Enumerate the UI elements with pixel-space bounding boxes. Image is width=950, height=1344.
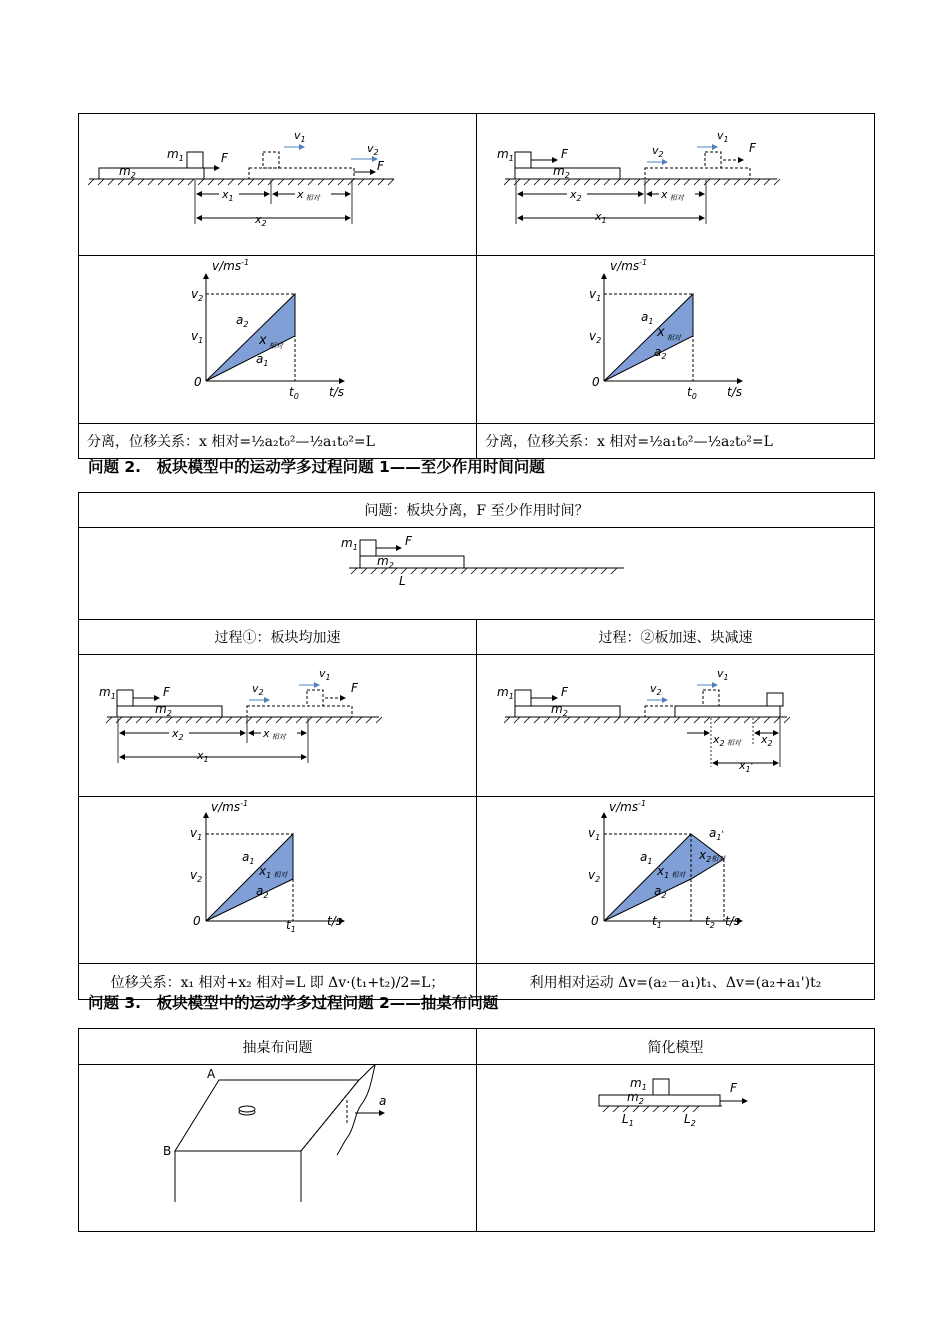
process1-diagram-cell <box>79 655 477 797</box>
svg-text:t/s: t/s <box>725 914 740 928</box>
diagram-cell-1a <box>79 114 477 256</box>
svg-text:F: F <box>561 685 568 699</box>
svg-text:F: F <box>351 681 358 695</box>
svg-text:L1: $L_1$ <box>622 1112 634 1128</box>
diagram-cell-1b <box>477 114 875 256</box>
process1-caption: 过程①：板块均加速 <box>79 620 477 655</box>
model-diagram-cell <box>477 1065 875 1232</box>
svg-text:v/ms-1: $v/ms^{-1}$ <box>212 258 250 273</box>
vt-graph-cell-1b <box>477 256 875 424</box>
svg-text:a1: $a_1$ <box>641 310 654 326</box>
svg-text:x1': $x_1'$ <box>739 759 754 774</box>
vt-graph-1a <box>79 256 476 419</box>
label-F: F <box>221 151 228 165</box>
svg-text:x1 相对: $x_1$ 相对 <box>657 864 686 880</box>
heading-problem-3: 问题 3. 板块模型中的运动学多过程问题 2——抽桌布问题 <box>88 994 499 1012</box>
svg-text:L: L <box>399 574 406 588</box>
svg-text:v2: $v_2$ <box>190 868 203 884</box>
board-diagram-1b <box>477 114 874 251</box>
svg-text:x 相对: x 相对 <box>263 727 286 741</box>
svg-text:x 相对: x 相对 <box>297 188 320 202</box>
svg-text:a2: $a_2$ <box>236 313 249 329</box>
label-a: a <box>379 1094 387 1108</box>
svg-text:v2: $v_2$ <box>367 142 379 157</box>
svg-text:a1: $a_1$ <box>640 850 653 866</box>
svg-text:m1: $m_1$ <box>497 685 514 701</box>
process2-caption: 过程：②板加速、块减速 <box>477 620 875 655</box>
svg-text:x2 相对: $x_2$ 相对 <box>713 733 741 748</box>
process1-diagram <box>79 655 476 792</box>
svg-text:a2: $a_2$ <box>654 345 667 361</box>
process2-diagram-cell <box>477 655 875 797</box>
svg-text:v1: $v_1$ <box>191 329 204 345</box>
svg-text:v1: $v_1$ <box>294 129 306 144</box>
svg-text:0: 0 <box>194 375 202 389</box>
svg-text:v1: $v_1$ <box>190 826 203 842</box>
tablecloth-diagram-cell <box>79 1065 477 1232</box>
svg-text:v2: $v_2$ <box>589 329 602 345</box>
svg-text:x 相对: x $_{相对}$ <box>657 325 681 342</box>
process2-vt-graph <box>477 797 874 959</box>
label-B: B <box>163 1144 172 1158</box>
table-1 <box>78 113 875 459</box>
table-3 <box>78 1028 875 1232</box>
svg-text:0: 0 <box>592 375 600 389</box>
svg-text:x1 相对: $x_1$ 相对 <box>259 864 288 880</box>
model-diagram <box>477 1065 874 1227</box>
svg-text:x2: $x_2$ <box>172 727 184 742</box>
svg-text:m2: $m_2$ <box>155 702 172 718</box>
svg-text:t0: $t_0$ <box>687 385 697 401</box>
svg-text:0: 0 <box>193 914 201 928</box>
svg-text:v2: $v_2$ <box>652 144 664 159</box>
svg-text:v2: $v_2$ <box>252 682 264 697</box>
relation-right-1: 分离，位移关系：x 相对=½a₁t₀²—½a₂t₀²=L <box>477 424 875 459</box>
svg-text:v/ms-1: $v/ms^{-1}$ <box>211 799 249 814</box>
svg-text:v1: $v_1$ <box>588 826 601 842</box>
svg-text:m2: $m_2$ <box>377 554 394 570</box>
svg-text:x1: $x_1$ <box>197 749 209 764</box>
vt-graph-1b <box>477 256 874 419</box>
svg-text:a1: $a_1$ <box>256 352 269 368</box>
svg-text:m1: $m_1$ <box>341 536 358 552</box>
svg-text:F: F <box>749 141 756 155</box>
process2-diagram <box>477 655 874 792</box>
process1-vt-graph <box>79 797 476 959</box>
svg-text:F: F <box>561 147 568 161</box>
setup-diagram <box>79 528 874 615</box>
svg-text:a2: $a_2$ <box>654 884 667 900</box>
setup-diagram-cell <box>79 528 875 620</box>
svg-text:t2: $t_2$ <box>705 914 715 930</box>
svg-text:m1: $m_1$ <box>630 1076 647 1092</box>
label-m2: $m_2$ <box>119 164 136 180</box>
svg-text:0: 0 <box>591 914 599 928</box>
relation-left-2: 位移关系：x₁ 相对+x₂ 相对=L 即 Δv·(t₁+t₂)/2=L； <box>79 964 477 1000</box>
svg-text:m2: $m_2$ <box>551 702 568 718</box>
svg-text:t0: $t_0$ <box>289 385 299 401</box>
process1-graph-cell <box>79 797 477 964</box>
svg-text:x2: $x_2$ <box>570 188 582 203</box>
svg-text:x2: $x_2$ <box>761 733 773 748</box>
svg-text:v1: $v_1$ <box>717 667 729 682</box>
svg-text:x 相对: x 相对 <box>661 188 684 202</box>
board-diagram-1a <box>79 114 476 251</box>
tablecloth-diagram <box>79 1065 476 1227</box>
svg-text:F: F <box>163 685 170 699</box>
svg-text:F: F <box>377 159 384 173</box>
table-2 <box>78 492 875 1000</box>
svg-text:x1: $x_1$ <box>595 210 607 225</box>
vt-graph-cell-1a <box>79 256 477 424</box>
svg-text:a1: $a_1$ <box>242 850 255 866</box>
svg-text:m2: $m_2$ <box>553 164 570 180</box>
svg-text:v1: $v_1$ <box>319 667 331 682</box>
svg-text:t1: $t_1$ <box>286 918 296 934</box>
svg-text:L2: $L_2$ <box>684 1112 696 1128</box>
svg-text:m1: $m_1$ <box>99 685 116 701</box>
svg-text:t/s: t/s <box>329 385 344 399</box>
svg-text:v/ms-1: $v/ms^{-1}$ <box>609 799 647 814</box>
heading-problem-2: 问题 2. 板块模型中的运动学多过程问题 1——至少作用时间问题 <box>88 458 545 476</box>
svg-text:v1: $v_1$ <box>589 287 602 303</box>
svg-text:F: F <box>730 1081 737 1095</box>
svg-text:F: F <box>405 534 412 548</box>
svg-text:t/s: t/s <box>327 914 342 928</box>
svg-text:m2: $m_2$ <box>627 1090 644 1106</box>
relation-right-2: 利用相对运动 Δv=(a₂－a₁)t₁、Δv=(a₂+a₁')t₂ <box>477 964 875 1000</box>
svg-text:x 相对: x $_{相对}$ <box>259 333 283 350</box>
relation-left-1: 分离，位移关系：x 相对=½a₂t₀²—½a₁t₀²=L <box>79 424 477 459</box>
model-caption: 简化模型 <box>477 1029 875 1065</box>
svg-text:m1: $m_1$ <box>497 147 514 163</box>
svg-text:a2: $a_2$ <box>256 884 269 900</box>
svg-text:x2相对: $x_2$相对 <box>699 848 726 864</box>
label-m1: $m_1$ <box>167 147 184 163</box>
svg-text:v1: $v_1$ <box>717 129 729 144</box>
tablecloth-caption: 抽桌布问题 <box>79 1029 477 1065</box>
svg-text:v/ms-1: $v/ms^{-1}$ <box>610 258 648 273</box>
svg-text:t/s: t/s <box>727 385 742 399</box>
svg-text:v2: $v_2$ <box>650 682 662 697</box>
process2-graph-cell <box>477 797 875 964</box>
svg-text:x1: $x_1$ <box>222 188 234 203</box>
label-A: A <box>207 1067 216 1081</box>
svg-text:t1: $t_1$ <box>652 914 662 930</box>
svg-text:v2: $v_2$ <box>588 868 601 884</box>
svg-text:a1': $a_1'$ <box>709 826 724 842</box>
svg-text:x2: $x_2$ <box>255 213 267 228</box>
question-cell: 问题：板块分离，F 至少作用时间？ <box>79 493 875 528</box>
svg-text:v2: $v_2$ <box>191 287 204 303</box>
